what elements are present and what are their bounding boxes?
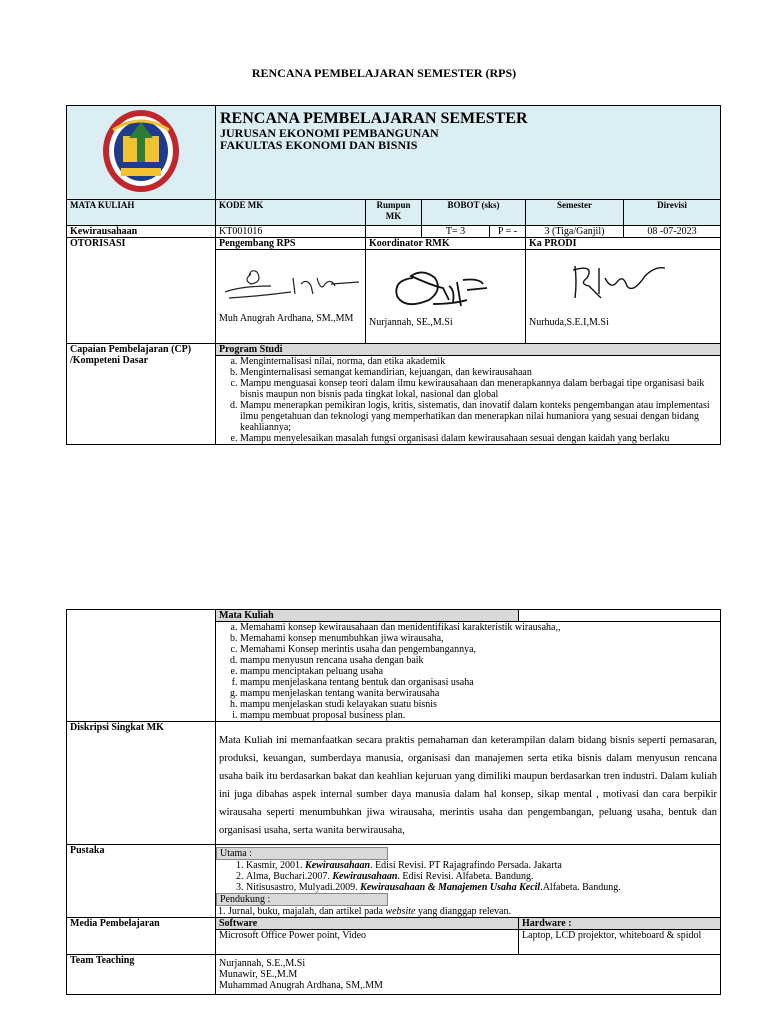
signature-koordinator (383, 260, 493, 316)
course-rumpun (366, 226, 422, 238)
team-label: Team Teaching (67, 955, 216, 995)
koordinator-sign-cell (366, 250, 526, 344)
pustaka-utama-label: Utama : (216, 847, 388, 860)
koordinator-label: Koordinator RMK (366, 238, 526, 250)
kaprodi-sign-cell (526, 250, 721, 344)
pustaka-utama-item: 3. Nitisusastro, Mulyadi.2009. Kewirausahaan & Manajemen Usaha Kecil.Alfabeta. Bandung. (246, 882, 720, 893)
signature-pengembang (221, 264, 361, 310)
pustaka-utama-list (216, 860, 720, 893)
col-mata-kuliah: MATA KULIAH (67, 200, 216, 226)
course-name: Kewirausahaan (67, 226, 216, 238)
cp-item: d. Mampu menerapkan pemikiran logis, kritis, sistematis, dan inovatif dalam konteks pengembangan atau implementasi ilmu pengetahuan dan teknologi yang memperhatikan dan menerapkan nilai humaniora yang sesuai dengan bidang keahliannya; (240, 400, 716, 433)
team-cell (216, 955, 721, 995)
mk-item: h. mampu menjelaskan studi kelayakan suatu bisnis (240, 699, 720, 710)
pustaka-utama-item: 2. Alma, Buchari.2007. Kewirausahaan. Edisi Revisi. Alfabeta. Bandung. (246, 871, 720, 882)
team-member: Munawir, SE.,M.M (219, 969, 298, 980)
mk-item: d. mampu menyusun rencana usaha dengan baik (240, 655, 720, 666)
mk-item: a. Memahami konsep kewirausahaan dan menidentifikasi karakteristik wirausaha,, (240, 622, 720, 633)
course-code: KT001016 (216, 226, 366, 238)
team-member: Nurjannah, S.E.,M.Si (219, 958, 306, 969)
mk-item: g. mampu menjelaskan tentang wanita berwirausaha (240, 688, 720, 699)
course-p: P = - (490, 226, 526, 238)
course-revised: 08 -07-2023 (624, 226, 721, 238)
university-logo (101, 108, 181, 194)
hardware-value: Laptop, LCD projektor, whiteboard & spidol (519, 930, 721, 955)
kaprodi-name: Nurhuda,S.E.I,M.Si (529, 317, 609, 328)
rps-header-table (66, 105, 721, 445)
document-title: RENCANA PEMBELAJARAN SEMESTER (RPS) (251, 66, 517, 80)
pustaka-label: Pustaka (67, 845, 216, 918)
mk-item: b. Memahami konsep menumbuhkan jiwa wirausaha, (240, 633, 720, 644)
mk-item: c. Memahami Konsep merintis usaha dan pengembangannya, (240, 644, 720, 655)
otorisasi-label: OTORISASI (67, 238, 216, 344)
pustaka-pendukung-label: Pendukung : (216, 893, 388, 906)
deskripsi-text: Mata Kuliah ini memanfaatkan secara praktis pemahaman dan keterampilan dalam bidang bisnis seperti pemasaran, produksi, keuangan, sumberdaya manusia, organisasi dan manajemen serta etika bisnis dalam menyusun rencana usaha baik itu berdasarkan bakat dan keahlian kejuruan yang dimiliki maupun berdasarkan tren industri. Dalam kuliah ini juga dibahas aspek internal sumber daya manusia dalam hal konsep, sikap mental , motivasi dan cara berpikir wirausaha seperti menumbuhkan jiwa wirausaha, merintis usaha dan pengembangan, peluang usaha, bentuk dan organisasi usaha, serta wanita berwirausaha, (216, 722, 721, 845)
col-semester: Semester (526, 200, 624, 226)
header-titles (216, 106, 721, 200)
col-kode-mk: KODE MK (216, 200, 366, 226)
pustaka-utama-item: 1. Kasmir, 2001. Kewirausahaan. Edisi Revisi. PT Rajagrafindo Persada. Jakarta (246, 860, 720, 871)
logo-cell (67, 106, 216, 200)
koordinator-name: Nurjannah, SE.,M.Si (369, 317, 453, 328)
cp-label: Capaian Pembelajaran (CP) /Kompeteni Dasar (67, 344, 216, 445)
cp-items-cell (216, 356, 721, 445)
pengembang-sign-cell (216, 250, 366, 344)
signature-kaprodi (565, 258, 675, 308)
deskripsi-label: Diskripsi Singkat MK (67, 722, 216, 845)
cp-item: b. Menginternalisasi semangat kemandirian, kejuangan, dan kewirausahaan (240, 367, 716, 378)
kaprodi-label: Ka PRODI (526, 238, 721, 250)
pengembang-label: Pengembang RPS (216, 238, 366, 250)
team-member: Muhammad Anugrah Ardhana, SM,.MM (219, 980, 383, 991)
cp-item: c. Mampu menguasai konsep teori dalam ilmu kewirausahaan dan menerapkannya dalam berbagai tipe organisasi baik bisnis maupun non bisnis pada tingkat lokal, nasional dan global (240, 378, 716, 400)
col-rumpun-mk: Rumpun MK (366, 200, 422, 226)
mk-list (216, 622, 720, 721)
pustaka-cell (216, 845, 721, 918)
col-direvisi: Direvisi (624, 200, 721, 226)
col-bobot: BOBOT (sks) (422, 200, 526, 226)
media-label: Media Pembelajaran (67, 918, 216, 955)
pustaka-pendukung-item: 1. Jurnal, buku, majalah, dan artikel pada website yang dianggap relevan. (218, 906, 511, 917)
faculty-heading: FAKULTAS EKONOMI DAN BISNIS (220, 138, 418, 152)
cp-list (216, 356, 716, 444)
software-value: Microsoft Office Power point, Video (216, 930, 519, 955)
rps-heading: RENCANA PEMBELAJARAN SEMESTER (220, 110, 528, 127)
mk-items-cell (216, 622, 721, 722)
program-studi-label: Program Studi (216, 344, 721, 356)
mk-item: i. mampu membuat proposal business plan. (240, 710, 720, 721)
mk-empty-cell (519, 610, 721, 622)
department-heading: JURUSAN EKONOMI PEMBANGUNAN (220, 126, 439, 140)
pengembang-name: Muh Anugrah Ardhana, SM.,MM (219, 313, 354, 324)
mk-label: Mata Kuliah (216, 610, 519, 622)
cp-item: a. Menginternalisasi nilai, norma, dan etika akademik (240, 356, 716, 367)
software-label: Software (216, 918, 519, 930)
hardware-label: Hardware : (519, 918, 721, 930)
course-t: T= 3 (422, 226, 490, 238)
mk-item: f. mampu menjelaskana tentang bentuk dan organisasi usaha (240, 677, 720, 688)
cp-item: e. Mampu menyelesaikan masalah fungsi organisasi dalam kewirausahaan sesuai dengan kaidah yang berlaku (240, 433, 716, 444)
rps-detail-table (66, 609, 721, 995)
mk-side-cell (67, 610, 216, 722)
course-semester: 3 (Tiga/Ganjil) (526, 226, 624, 238)
mk-item: e. mampu menciptakan peluang usaha (240, 666, 720, 677)
